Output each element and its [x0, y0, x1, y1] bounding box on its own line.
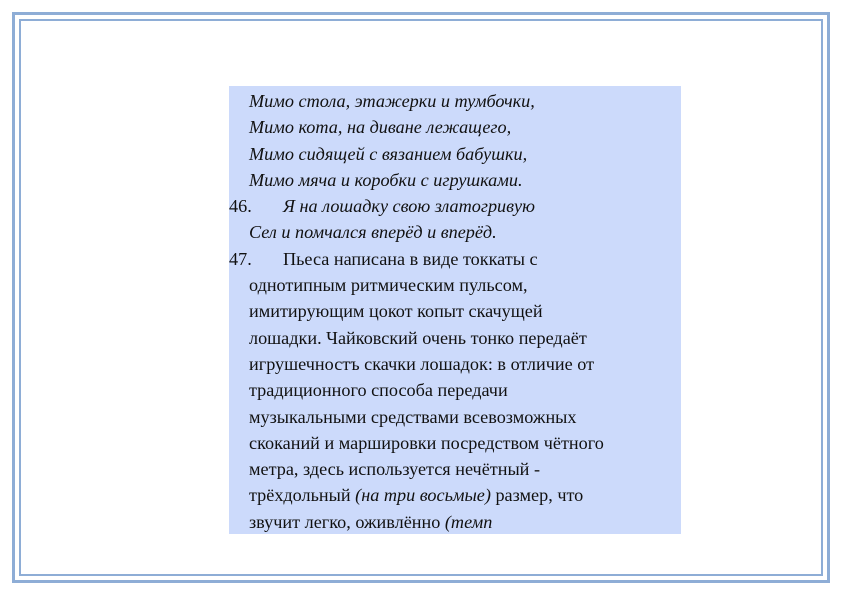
- poem-line: Мимо мяча и коробки с игрушками.: [249, 169, 523, 190]
- poem-line: Мимо кота, на диване лежащего,: [249, 117, 512, 138]
- item-46-number: 46.: [229, 196, 252, 217]
- text-span: размер, что: [490, 485, 584, 506]
- item-47-number: 47.: [229, 248, 252, 269]
- paragraph-line-final: [229, 509, 681, 535]
- paragraph-line: традиционного способа передачи: [249, 380, 508, 401]
- paragraph-line: лошадки. Чайковский очень тонко передаёт: [249, 327, 587, 348]
- item-47-text: Пьеса написана в виде токкаты с: [283, 248, 538, 269]
- paragraph-line: музыкальными средствами всевозможных: [249, 406, 577, 427]
- text-span: трёхдольный: [249, 485, 356, 506]
- text-block: [229, 86, 681, 534]
- text-span: звучит легко, оживлённо: [249, 511, 445, 532]
- item-46-line-2: Сел и помчался вперёд и вперёд.: [249, 222, 497, 243]
- poem-line: Мимо сидящей с вязанием бабушки,: [249, 143, 528, 164]
- item-46-line-1: [229, 193, 681, 219]
- italic-span: (темп: [444, 511, 493, 532]
- poem-line: Мимо стола, этажерки и тумбочки,: [249, 91, 535, 111]
- item-47-line-1: [229, 246, 681, 272]
- paragraph-line: игрушечностъ скачки лошадок: в отличие от: [249, 353, 595, 374]
- paragraph-line: метра, здесь используется нечётный -: [249, 459, 541, 480]
- paragraph-line: имитирующим цокот копыт скачущей: [249, 301, 543, 322]
- paragraph-line: скоканий и маршировки посредством чётного: [249, 432, 604, 453]
- italic-span: (на три восьмые): [355, 485, 491, 506]
- paragraph-line-mixed: [229, 482, 681, 508]
- item-46-text: Я на лошадку свою златогривую: [283, 196, 535, 217]
- paragraph-line: однотипным ритмическим пульсом,: [249, 275, 528, 296]
